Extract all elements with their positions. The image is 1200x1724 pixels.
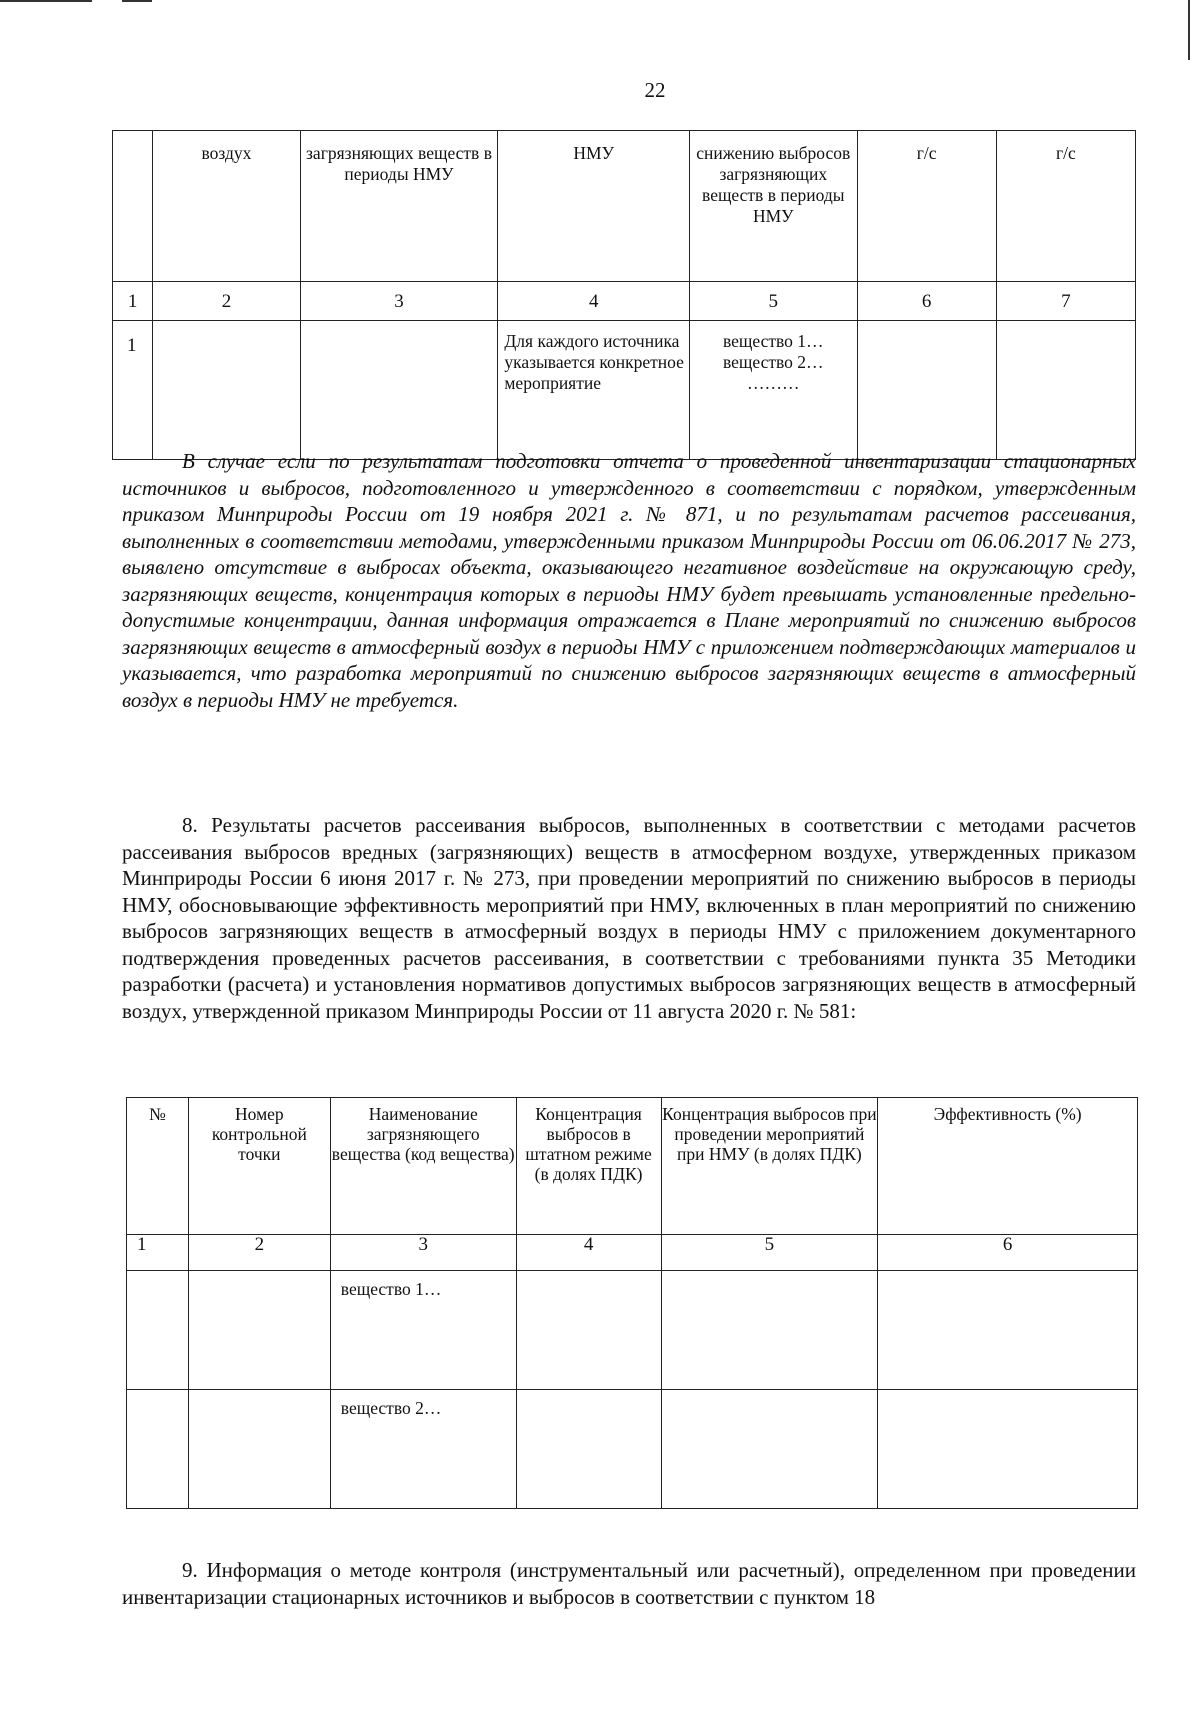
paragraph-text: 9. Информация о методе контроля (инструментальный или расчетный), определенном при проведении инвентаризации стационарных источников и выбросов в соответствии с пунктом 18	[122, 1558, 1136, 1609]
table-row	[127, 1390, 1138, 1509]
column-number: 4	[498, 282, 690, 321]
empty-cell	[300, 321, 498, 460]
substances-cell	[690, 321, 857, 460]
italic-note-paragraph	[122, 448, 1136, 713]
empty-cell	[127, 1390, 189, 1509]
empty-cell	[996, 321, 1135, 460]
paragraph-text: 8. Результаты расчетов рассеивания выбросов, выполненных в соответствии с методами расчетов рассеивания выбросов вредных (загрязняющих) веществ в атмосферном воздухе, утвержденных приказом Минприроды России 6 июня 2017 г. № 273, при проведении мероприятий по снижению выбросов в периоды НМУ, обосновывающие эффективность мероприятий при НМУ, включенных в план мероприятий по снижению выбросов загрязняющих веществ в атмосферный воздух в периоды НМУ с приложением документарного подтверждения проведенных расчетов рассеивания, в соответствии с требованиями пункта 35 Методики разработки (расчета) и установления нормативов допустимых выбросов загрязняющих веществ в атмосферный воздух, утвержденной приказом Минприроды России от 11 августа 2020 г. № 581:	[122, 813, 1136, 1023]
table-header-row	[113, 131, 1136, 282]
scan-edge-mark	[122, 0, 152, 2]
column-number: 3	[300, 282, 498, 321]
column-number: 3	[330, 1235, 516, 1271]
header-cell: Наименование загрязняющего вещества (код вещества)	[330, 1098, 516, 1235]
empty-cell	[127, 1271, 189, 1390]
empty-cell	[188, 1390, 330, 1509]
scan-edge-mark	[1188, 0, 1190, 60]
column-number: 2	[188, 1235, 330, 1271]
column-number-row	[113, 282, 1136, 321]
section-8-paragraph	[122, 812, 1136, 1024]
substance-line: вещество 2…	[722, 352, 824, 372]
empty-cell	[857, 321, 996, 460]
header-cell: воздух	[153, 131, 300, 282]
dispersion-results-table	[126, 1097, 1138, 1509]
page-number: 22	[644, 78, 666, 102]
measure-cell: Для каждого источника указывается конкретное мероприятие	[498, 321, 690, 460]
column-number: 5	[690, 282, 857, 321]
column-number: 1	[127, 1235, 189, 1271]
table-row	[127, 1271, 1138, 1390]
table-header-row	[127, 1098, 1138, 1235]
paragraph-text: В случае если по результатам подготовки отчета о проведенной инвентаризации стационарных источников и выбросов, подготовленного и утвержденного в соответствии с порядком, утвержденным приказом Минприроды России от 19 ноября 2021 г. № 871, и по результатам расчетов рассеивания, выполненных в соответствии методами, утвержденными приказом Минприроды России от 06.06.2017 № 273, выявлено отсутствие в выбросах объекта, оказывающего негативное воздействие на окружающую среду, загрязняющих веществ, концентрация которых в периоды НМУ будет превышать установленные предельно-допустимые концентрации, данная информация отражается в Плане мероприятий по снижению выбросов загрязняющих веществ в атмосферный воздух в периоды НМУ с приложением подтверждающих материалов и указывается, что разработка мероприятий по снижению выбросов загрязняющих веществ в атмосферный воздух в периоды НМУ не требуется.	[122, 449, 1136, 712]
header-cell: Эффективность (%)	[878, 1098, 1138, 1235]
header-cell: г/с	[857, 131, 996, 282]
substance-cell: вещество 2…	[330, 1390, 516, 1509]
header-cell	[113, 131, 153, 282]
column-number: 4	[516, 1235, 661, 1271]
empty-cell	[188, 1271, 330, 1390]
empty-cell	[661, 1271, 878, 1390]
empty-cell	[516, 1390, 661, 1509]
column-number: 6	[857, 282, 996, 321]
section-9-paragraph	[122, 1557, 1136, 1610]
header-cell: Номер контрольной точки	[188, 1098, 330, 1235]
column-number: 1	[113, 282, 153, 321]
column-number: 7	[996, 282, 1135, 321]
column-number: 6	[878, 1235, 1138, 1271]
column-number: 5	[661, 1235, 878, 1271]
empty-cell	[661, 1390, 878, 1509]
header-cell: снижению выбросов загрязняющих веществ в периоды НМУ	[690, 131, 857, 282]
empty-cell	[878, 1390, 1138, 1509]
ellipsis-line: ………	[747, 373, 800, 393]
header-cell: Концентрация выбросов при проведении мероприятий при НМУ (в долях ПДК)	[661, 1098, 878, 1235]
column-number-row	[127, 1235, 1138, 1271]
empty-cell	[516, 1271, 661, 1390]
nmu-measures-table-continuation	[112, 130, 1136, 460]
empty-cell	[153, 321, 300, 460]
empty-cell	[878, 1271, 1138, 1390]
scan-edge-mark	[0, 0, 92, 2]
substance-line: вещество 1…	[722, 331, 824, 351]
header-cell: загрязняющих веществ в периоды НМУ	[300, 131, 498, 282]
row-number: 1	[113, 321, 153, 460]
header-cell: НМУ	[498, 131, 690, 282]
table-row	[113, 321, 1136, 460]
header-cell: №	[127, 1098, 189, 1235]
substance-cell: вещество 1…	[330, 1271, 516, 1390]
header-cell: г/с	[996, 131, 1135, 282]
header-cell: Концентрация выбросов в штатном режиме (в долях ПДК)	[516, 1098, 661, 1235]
column-number: 2	[153, 282, 300, 321]
